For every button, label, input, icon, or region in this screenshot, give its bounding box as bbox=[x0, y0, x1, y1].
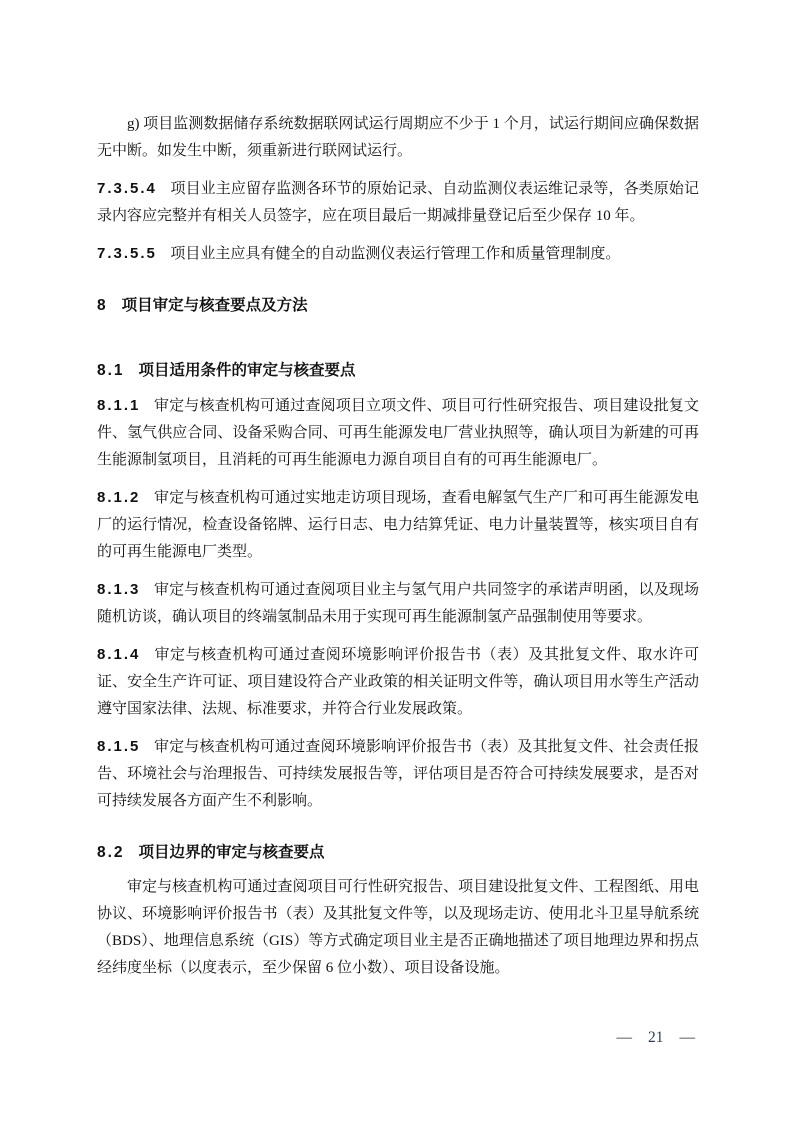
clause-7-3-5-5 bbox=[97, 240, 699, 268]
clause-text: 审定与核查机构可通过查阅环境影响评价报告书（表）及其批复文件、社会责任报告、环境社会与治理报告、可持续发展报告等，评估项目是否符合可持续发展要求，是否对可持续发展各方面产生不利影响。 bbox=[97, 739, 699, 809]
footer-dash-left: — bbox=[616, 1029, 632, 1046]
paragraph-project-boundary: 审定与核查机构可通过查阅项目可行性研究报告、项目建设批复文件、工程图纸、用电协议、环境影响评价报告书（表）及其批复文件等，以及现场走访、使用北斗卫星导航系统（BDS）、地理信息系统（GIS）等方式确定项目业主是否正确地描述了项目地理边界和拐点经纬度坐标（以度表示，至少保留 6 位小数）、项目设备设施。 bbox=[97, 879, 699, 976]
clause-8-1-3 bbox=[97, 576, 699, 631]
clause-number: 7.3.5.5 bbox=[97, 245, 157, 262]
clause-7-3-5-4 bbox=[97, 175, 699, 230]
page-footer bbox=[617, 1028, 696, 1048]
footer-dash-right: — bbox=[679, 1029, 695, 1046]
section-title: 项目审定与核查要点及方法 bbox=[121, 297, 308, 314]
section-number: 8.2 bbox=[97, 844, 125, 861]
page-content bbox=[97, 111, 699, 982]
paragraph-monitoring-trial-run: g) 项目监测数据储存系统数据联网试运行周期应不少于 1 个月，试运行期间应确保数据无中断。如发生中断，须重新进行联网试运行。 bbox=[97, 116, 699, 159]
clause-8-1-1 bbox=[97, 392, 699, 474]
clause-number: 8.1.3 bbox=[97, 581, 141, 598]
clause-8-1-5 bbox=[97, 733, 699, 815]
clause-number: 8.1.4 bbox=[97, 646, 141, 663]
clause-number: 8.1.5 bbox=[97, 738, 141, 755]
clause-8-1-4 bbox=[97, 641, 699, 723]
clause-text: 审定与核查机构可通过查阅项目立项文件、项目可行性研究报告、项目建设批复文件、氢气供应合同、设备采购合同、可再生能源发电厂营业执照等，确认项目为新建的可再生能源制氢项目，且消耗的可再生能源电力源自项目自有的可再生能源电厂。 bbox=[97, 398, 699, 468]
section-8-1-heading bbox=[97, 357, 699, 384]
page-number: 21 bbox=[648, 1029, 664, 1046]
clause-number: 7.3.5.4 bbox=[97, 180, 157, 197]
clause-8-1-2 bbox=[97, 484, 699, 566]
section-title: 项目边界的审定与核查要点 bbox=[138, 844, 325, 861]
clause-text: 审定与核查机构可通过实地走访项目现场，查看电解氢气生产厂和可再生能源发电厂的运行情况，检查设备铭牌、运行日志、电力结算凭证、电力计量装置等，核实项目自有的可再生能源电厂类型。 bbox=[97, 490, 699, 560]
clause-text: 项目业主应具有健全的自动监测仪表运行管理工作和质量管理制度。 bbox=[170, 246, 621, 262]
section-number: 8.1 bbox=[97, 362, 125, 379]
section-8-heading bbox=[97, 292, 699, 319]
section-number: 8 bbox=[97, 297, 108, 314]
clause-text: 项目业主应留存监测各环节的原始记录、自动监测仪表运维记录等，各类原始记录内容应完整并有相关人员签字，应在项目最后一期减排量登记后至少保存 10 年。 bbox=[97, 181, 699, 224]
section-title: 项目适用条件的审定与核查要点 bbox=[138, 362, 356, 379]
clause-text: 审定与核查机构可通过查阅环境影响评价报告书（表）及其批复文件、取水许可证、安全生产许可证、项目建设符合产业政策的相关证明文件等，确认项目用水等生产活动遵守国家法律、法规、标准要求，并符合行业发展政策。 bbox=[97, 647, 699, 717]
clause-number: 8.1.1 bbox=[97, 397, 141, 414]
clause-number: 8.1.2 bbox=[97, 489, 141, 506]
clause-text: 审定与核查机构可通过查阅项目业主与氢气用户共同签字的承诺声明函，以及现场随机访谈，确认项目的终端氢制品未用于实现可再生能源制氢产品强制使用等要求。 bbox=[97, 582, 699, 625]
section-8-2-heading bbox=[97, 839, 699, 866]
